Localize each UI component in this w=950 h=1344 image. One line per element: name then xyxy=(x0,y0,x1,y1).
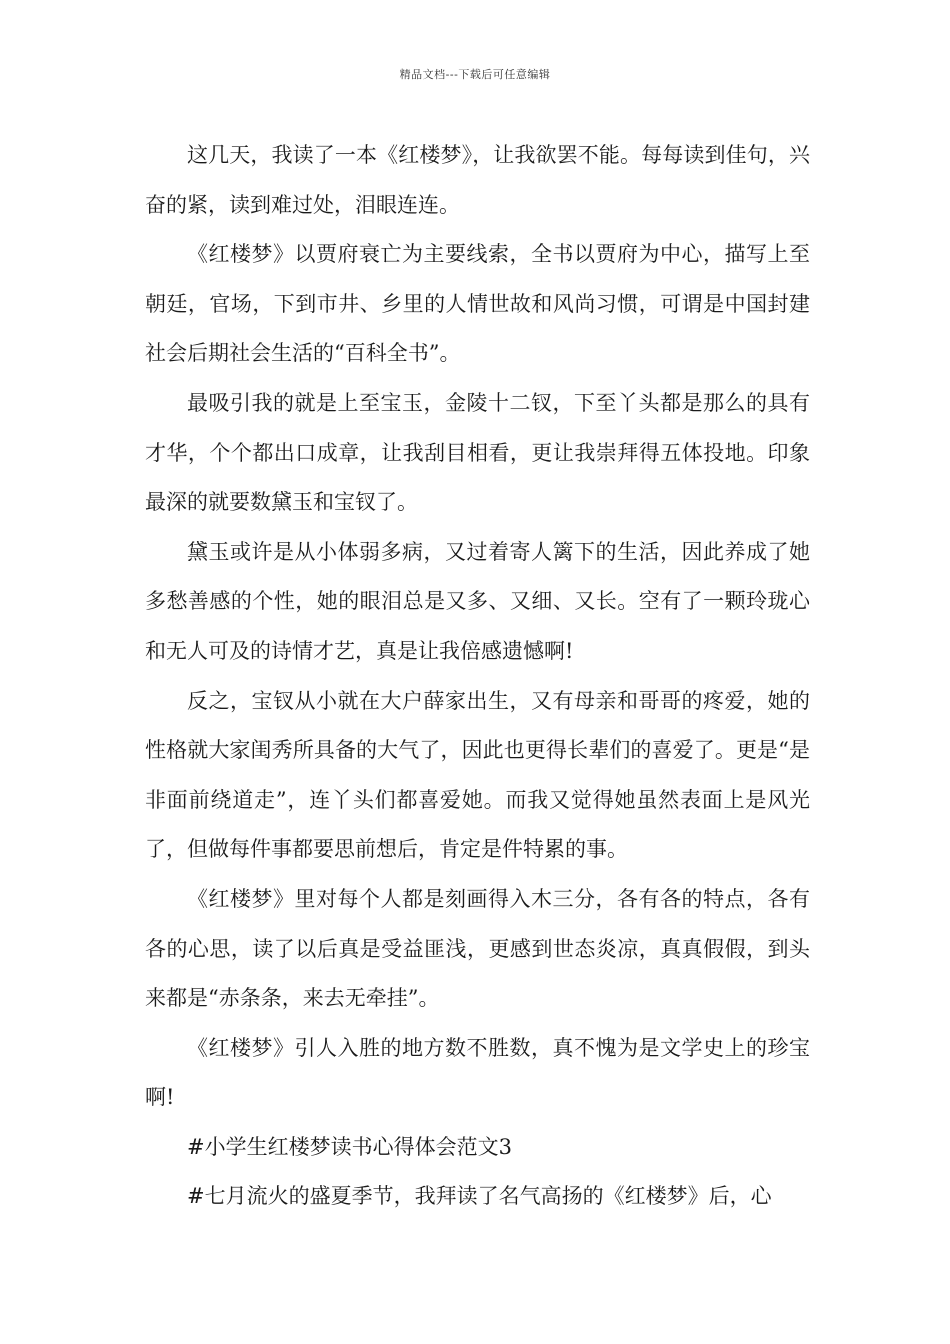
paragraph: 《红楼梦》引人入胜的地方数不胜数，真不愧为是文学史上的珍宝啊! xyxy=(145,1035,810,1110)
paragraph: 最吸引我的就是上至宝玉，金陵十二钗，下至丫头都是那么的具有才华，个个都出口成章，让我刮目相看，更让我崇拜得五体投地。印象最深的就要数黛玉和宝钗了。 xyxy=(145,390,810,515)
paragraph: 《红楼梦》里对每个人都是刻画得入木三分，各有各的特点，各有各的心思，读了以后真是受益匪浅，更感到世态炎凉，真真假假，到头来都是“赤条条，来去无牵挂”。 xyxy=(145,886,810,1011)
paragraph: 这几天，我读了一本《红楼梦》，让我欲罢不能。每每读到佳句，兴奋的紧，读到难过处，泪眼连连。 xyxy=(145,143,810,217)
paragraph: 反之，宝钗从小就在大户薛家出生，又有母亲和哥哥的疼爱，她的性格就大家闺秀所具备的大气了，因此也更得长辈们的喜爱了。更是“是非面前绕道走”，连丫头们都喜爱她。而我又觉得她虽然表面上是风光了，但做每件事都要思前想后，肯定是件特累的事。 xyxy=(145,688,810,862)
paragraph: 《红楼梦》以贾府衰亡为主要线索，全书以贾府为中心，描写上至朝廷，官场，下到市井、乡里的人情世故和风尚习惯，可谓是中国封建社会后期社会生活的“百科全书”。 xyxy=(145,242,810,366)
section-heading: #小学生红楼梦读书心得体会范文3 xyxy=(187,1134,512,1159)
document-body xyxy=(145,131,810,1222)
paragraph: 黛玉或许是从小体弱多病，又过着寄人篱下的生活，因此养成了她多愁善感的个性，她的眼泪总是又多、又细、又长。空有了一颗玲珑心和无人可及的诗情才艺，真是让我倍感遗憾啊! xyxy=(145,539,810,663)
page-header: 精品文档---下载后可任意编辑 xyxy=(399,68,551,81)
paragraph: #七月流火的盛夏季节，我拜读了名气高扬的《红楼梦》后，心 xyxy=(187,1184,772,1209)
